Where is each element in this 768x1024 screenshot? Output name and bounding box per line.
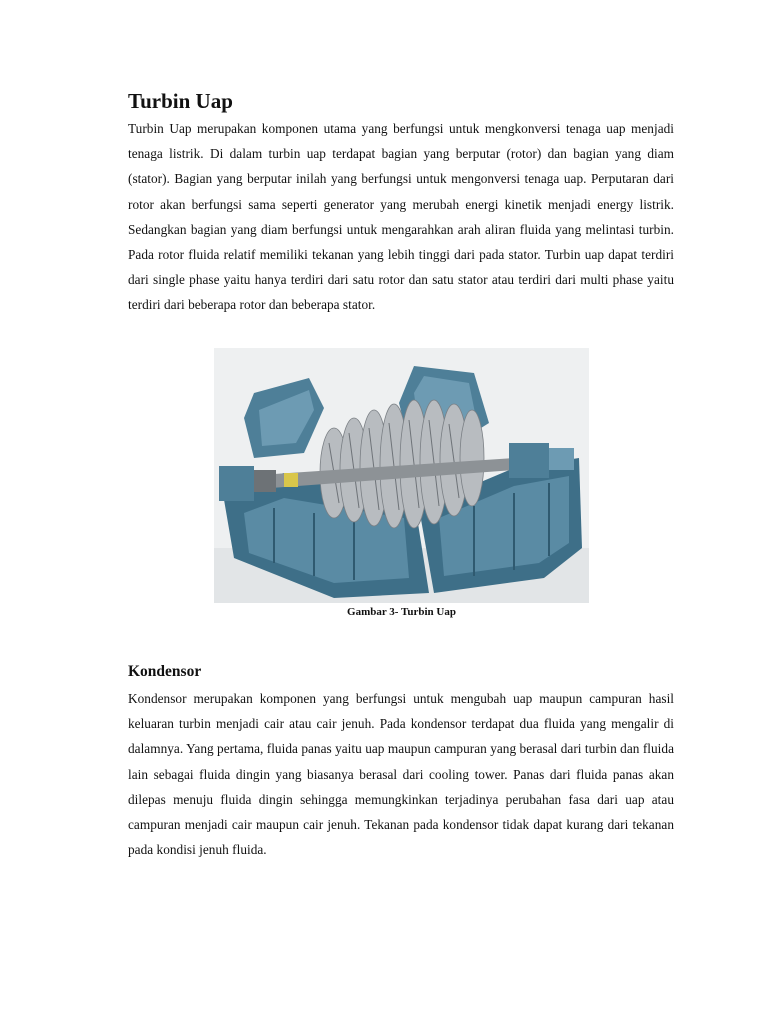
section-title-turbin-uap: Turbin Uap	[128, 89, 233, 113]
figure-turbin-uap	[214, 348, 589, 618]
document-page	[128, 86, 674, 858]
figure-caption: Gambar 3- Turbin Uap	[347, 606, 456, 618]
paragraph-turbin-uap: Turbin Uap merupakan komponen utama yang berfungsi untuk mengkonversi tenaga uap menjadi tenaga listrik. Di dalam turbin uap terdapat bagian yang berputar (rotor) dan bagian yang diam (stator). Bagian yang berputar inilah yang berfungsi untuk mengonversi tenaga uap. Perputaran dari rotor akan berfungsi sama seperti generator yang merubah energi kinetik menjadi energy listrik. Sedangkan bagian yang diam berfungsi untuk mengarahkan arah aliran fluida yang melintasi turbin. Pada rotor fluida relatif memiliki tekanan yang lebih tinggi dari pada stator. Turbin uap dapat terdiri dari single phase yaitu hanya terdiri dari satu rotor dan satu stator atau terdiri dari multi phase yaitu terdiri dari beberapa rotor dan beberapa stator.	[128, 121, 674, 313]
paragraph-kondensor: Kondensor merupakan komponen yang berfungsi untuk mengubah uap maupun campuran hasil keluaran turbin menjadi cair atau cair jenuh. Pada kondensor terdapat dua fluida yang mengalir di dalamnya. Yang pertama, fluida panas yaitu uap maupun campuran yang berasal dari turbin dan fluida lain sebagai fluida dingin yang biasanya berasal dari cooling tower. Panas dari fluida panas akan dilepas menuju fluida dingin sehingga memungkinkan terjadinya perubahan fasa dari uap atau campuran menjadi cair maupun cair jenuh. Tekanan pada kondensor tidak dapat kurang dari tekanan pada kondisi jenuh fluida.	[128, 691, 674, 858]
steam-turbine-image	[214, 348, 589, 603]
section-title-kondensor: Kondensor	[128, 663, 202, 680]
